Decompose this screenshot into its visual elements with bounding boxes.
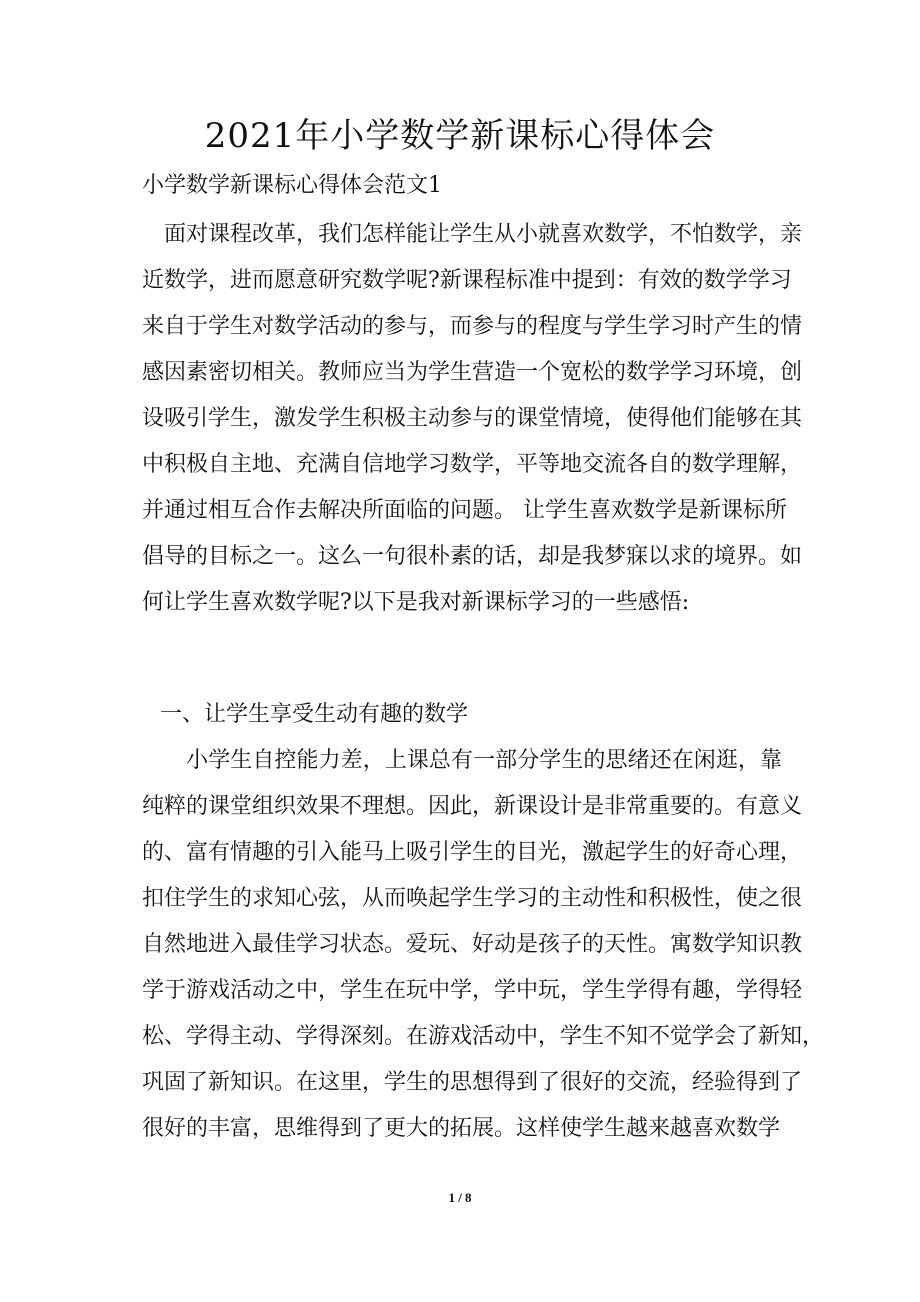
section-heading: 一、让学生享受生动有趣的数学	[160, 702, 469, 727]
paragraph-section-one	[142, 738, 825, 1152]
paragraph-line: 松、学得主动、学得深刻。在游戏活动中，学生不知不觉学会了新知，	[142, 1024, 825, 1049]
document-subtitle: 小学数学新课标心得体会范文1	[142, 173, 442, 198]
paragraph-line: 扣住学生的求知心弦，从而唤起学生学习的主动性和积极性，使之很	[142, 886, 803, 911]
paragraph-line: 感因素密切相关。教师应当为学生营造一个宽松的数学学习环境，创	[142, 360, 803, 385]
paragraph-line: 纯粹的课堂组织效果不理想。因此，新课设计是非常重要的。有意义	[142, 794, 803, 819]
paragraph-intro	[142, 212, 803, 626]
paragraph-line: 面对课程改革，我们怎样能让学生从小就喜欢数学，不怕数学，亲	[142, 222, 803, 247]
paragraph-line: 巩固了新知识。在这里，学生的思想得到了很好的交流，经验得到了	[142, 1070, 803, 1095]
paragraph-line: 小学生自控能力差，上课总有一部分学生的思绪还在闲逛，靠	[142, 748, 782, 773]
paragraph-line: 自然地进入最佳学习状态。爱玩、好动是孩子的天性。寓数学知识教	[142, 932, 803, 957]
document-title: 2021年小学数学新课标心得体会	[204, 116, 716, 156]
paragraph-line: 学于游戏活动之中，学生在玩中学，学中玩，学生学得有趣，学得轻	[142, 978, 803, 1003]
paragraph-line: 设吸引学生，激发学生积极主动参与的课堂情境，使得他们能够在其	[142, 406, 803, 431]
paragraph-line: 倡导的目标之一。这么一句很朴素的话，却是我梦寐以求的境界。如	[142, 544, 803, 569]
paragraph-line: 很好的丰富，思维得到了更大的拓展。这样使学生越来越喜欢数学	[142, 1116, 781, 1141]
paragraph-line: 近数学，进而愿意研究数学呢?新课程标准中提到：有效的数学学习	[142, 268, 792, 293]
paragraph-line: 并通过相互合作去解决所面临的问题。 让学生喜欢数学是新课标所	[142, 498, 787, 523]
paragraph-line: 何让学生喜欢数学呢?以下是我对新课标学习的一些感悟:	[142, 590, 690, 615]
paragraph-line: 中积极自主地、充满自信地学习数学，平等地交流各自的数学理解，	[142, 452, 803, 477]
paragraph-line: 的、富有情趣的引入能马上吸引学生的目光，激起学生的好奇心理，	[142, 840, 803, 865]
paragraph-line: 来自于学生对数学活动的参与，而参与的程度与学生学习时产生的情	[142, 314, 803, 339]
page-number: 1 / 8	[448, 1190, 472, 1205]
